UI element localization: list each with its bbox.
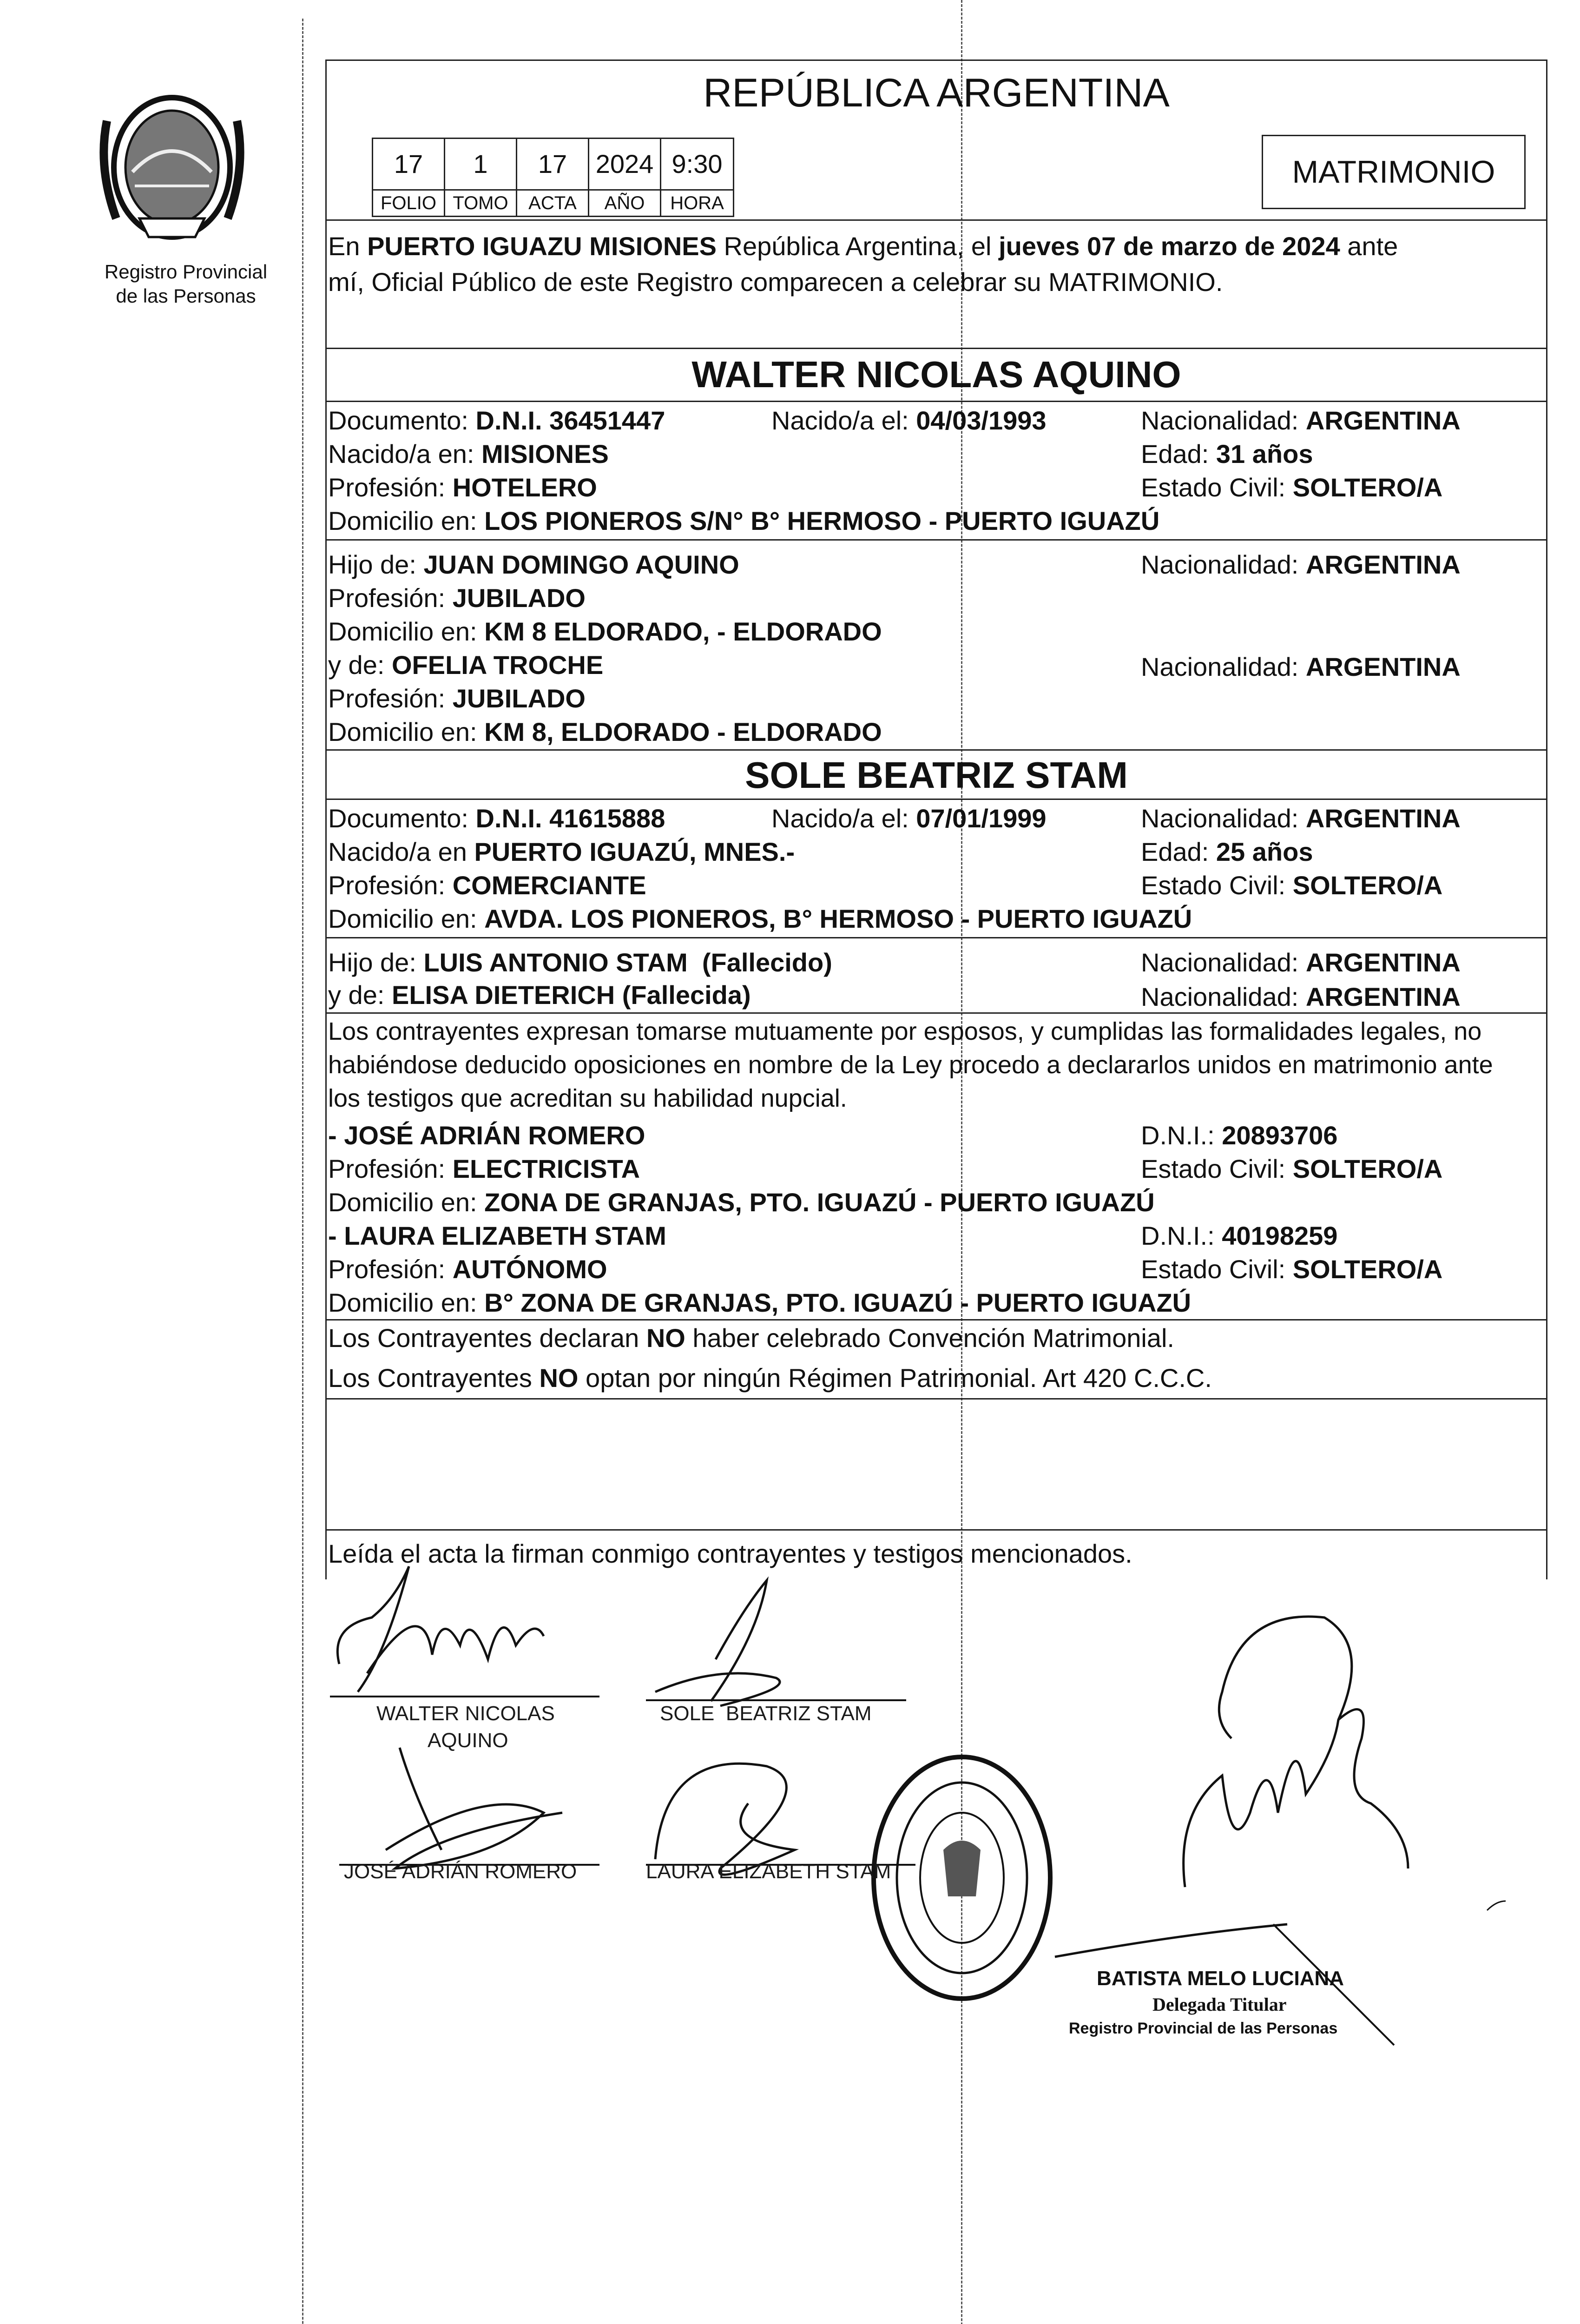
groom-age: Edad: 31 años	[1141, 439, 1313, 469]
groom-mother-address: Domicilio en: KM 8, ELDORADO - ELDORADO	[328, 717, 882, 746]
convention-line2: Los Contrayentes NO optan por ningún Régimen Patrimonial. Art 420 C.C.C.	[328, 1363, 1212, 1393]
groom-document: Documento: D.N.I. 36451447	[328, 406, 665, 435]
tomo-label: TOMO	[444, 189, 517, 217]
intro-top-rule	[325, 219, 1547, 221]
groom-civil-status: Estado Civil: SOLTERO/A	[1141, 473, 1443, 502]
official-seal	[874, 1757, 1050, 1999]
groom-mother-profession: Profesión: JUBILADO	[328, 684, 586, 713]
bride-age: Edad: 25 años	[1141, 837, 1313, 866]
groom-signature-label-2: AQUINO	[428, 1729, 508, 1752]
bride-father: Hijo de: LUIS ANTONIO STAM (Fallecido)	[328, 948, 832, 977]
country-title: REPÚBLICA ARGENTINA	[703, 71, 1170, 115]
registry-name-line2: de las Personas	[116, 285, 256, 307]
witness1-name: - JOSÉ ADRIÁN ROMERO	[328, 1121, 645, 1150]
folio-value: 17	[372, 138, 445, 191]
bride-civil-status: Estado Civil: SOLTERO/A	[1141, 871, 1443, 900]
groom-signature-label-1: WALTER NICOLAS	[376, 1702, 555, 1725]
folio-label: FOLIO	[372, 189, 445, 217]
time-value: 9:30	[660, 138, 734, 191]
time-label: HORA	[660, 189, 734, 217]
bride-nationality: Nacionalidad: ARGENTINA	[1141, 804, 1461, 833]
groom-name: WALTER NICOLAS AQUINO	[691, 354, 1181, 395]
year-value: 2024	[588, 138, 661, 191]
province-logo	[88, 79, 256, 256]
witness2-signature-label: LAURA ELIZABETH STAM	[646, 1860, 891, 1883]
year-label: AÑO	[588, 189, 661, 217]
bride-birthplace: Nacido/a en PUERTO IGUAZÚ, MNES.-	[328, 837, 795, 866]
convention-line1: Los Contrayentes declaran NO haber celebrado Convención Matrimonial.	[328, 1323, 1174, 1353]
witness1-profession: Profesión: ELECTRICISTA	[328, 1154, 640, 1183]
groom-birthplace: Nacido/a en: MISIONES	[328, 439, 609, 469]
tomo-value: 1	[444, 138, 517, 191]
act-type-box: MATRIMONIO	[1262, 135, 1526, 209]
witness2-dni: D.N.I.: 40198259	[1141, 1221, 1338, 1250]
bride-document: Documento: D.N.I. 41615888	[328, 804, 665, 833]
groom-mother-nationality: Nacionalidad: ARGENTINA	[1141, 652, 1461, 681]
groom-father-nationality: Nacionalidad: ARGENTINA	[1141, 550, 1461, 579]
frame-right	[1546, 59, 1547, 1579]
closing-text: Leída el acta la firman conmigo contrayentes y testigos mencionados.	[328, 1539, 1132, 1568]
witness2-civil-status: Estado Civil: SOLTERO/A	[1141, 1254, 1443, 1284]
witness2-address: Domicilio en: B° ZONA DE GRANJAS, PTO. IGUAZÚ - PUERTO IGUAZÚ	[328, 1288, 1192, 1317]
groom-nationality: Nacionalidad: ARGENTINA	[1141, 406, 1461, 435]
groom-birthdate: Nacido/a el: 04/03/1993	[771, 406, 1047, 435]
bride-mother: y de: ELISA DIETERICH (Fallecida)	[328, 980, 751, 1010]
bride-birthdate: Nacido/a el: 07/01/1999	[771, 804, 1047, 833]
registry-name-line1: Registro Provincial	[104, 261, 268, 283]
intro-line1: En PUERTO IGUAZU MISIONES República Argentina, el jueves 07 de marzo de 2024 ante	[328, 231, 1398, 261]
bride-address: Domicilio en: AVDA. LOS PIONEROS, B° HERMOSO - PUERTO IGUAZÚ	[328, 904, 1192, 933]
bride-signature-label: SOLE BEATRIZ STAM	[660, 1702, 872, 1725]
groom-profession: Profesión: HOTELERO	[328, 473, 597, 502]
witness1-address: Domicilio en: ZONA DE GRANJAS, PTO. IGUAZÚ - PUERTO IGUAZÚ	[328, 1188, 1155, 1217]
groom-father: Hijo de: JUAN DOMINGO AQUINO	[328, 550, 739, 579]
intro-line2: mí, Oficial Público de este Registro comparecen a celebrar su MATRIMONIO.	[328, 267, 1223, 297]
conventions-bottom-rule	[325, 1398, 1547, 1400]
bride-name-rule	[325, 799, 1547, 800]
bride-profession: Profesión: COMERCIANTE	[328, 871, 646, 900]
acta-label: ACTA	[516, 189, 589, 217]
groom-top-rule	[325, 348, 1547, 349]
declaration-line3: los testigos que acreditan su habilidad nupcial.	[328, 1084, 847, 1112]
bride-mother-nationality: Nacionalidad: ARGENTINA	[1141, 982, 1461, 1011]
officer-title: Delegada Titular	[1152, 1994, 1287, 2015]
declaration-line1: Los contrayentes expresan tomarse mutuamente por esposos, y cumplidas las formalidades legales, no	[328, 1017, 1482, 1045]
witness1-dni: D.N.I.: 20893706	[1141, 1121, 1338, 1150]
groom-mother: y de: OFELIA TROCHE	[328, 650, 604, 680]
witness2-profession: Profesión: AUTÓNOMO	[328, 1254, 607, 1284]
frame-top	[325, 59, 1547, 61]
conventions-top-rule	[325, 1319, 1547, 1320]
groom-parents-rule	[325, 539, 1547, 541]
bride-name: SOLE BEATRIZ STAM	[745, 754, 1128, 796]
acta-value: 17	[516, 138, 589, 191]
groom-name-rule	[325, 401, 1547, 402]
witness1-signature-label: JOSÉ ADRIÁN ROMERO	[344, 1860, 577, 1883]
bride-top-rule	[325, 749, 1547, 751]
groom-father-profession: Profesión: JUBILADO	[328, 583, 586, 613]
frame-left	[325, 59, 327, 1579]
bride-parents-rule	[325, 937, 1547, 938]
bride-father-nationality: Nacionalidad: ARGENTINA	[1141, 948, 1461, 977]
groom-address: Domicilio en: LOS PIONEROS S/N° B° HERMOSO - PUERTO IGUAZÚ	[328, 506, 1160, 535]
declaration-top-rule	[325, 1012, 1547, 1014]
declaration-line2: habiéndose deducido oposiciones en nombre de la Ley procedo a declararlos unidos en matrimonio ante	[328, 1051, 1493, 1079]
witness1-civil-status: Estado Civil: SOLTERO/A	[1141, 1154, 1443, 1183]
signatures-drawing	[302, 1552, 1580, 2064]
groom-father-address: Domicilio en: KM 8 ELDORADO, - ELDORADO	[328, 617, 882, 646]
officer-org: Registro Provincial de las Personas	[1069, 2020, 1338, 2037]
officer-name: BATISTA MELO LUCIANA	[1097, 1967, 1344, 1990]
witness2-name: - LAURA ELIZABETH STAM	[328, 1221, 666, 1250]
notes-bottom-rule	[325, 1529, 1547, 1531]
